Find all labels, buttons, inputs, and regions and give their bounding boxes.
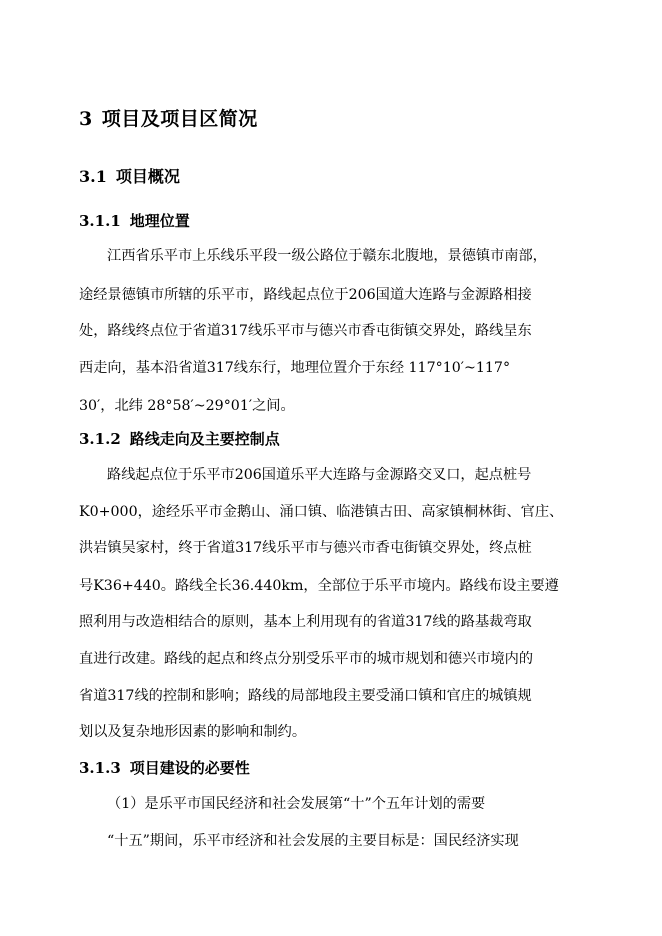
section-heading: [79, 104, 258, 131]
subsection-title: 项目概况: [115, 167, 180, 186]
section-title: 项目及项目区简况: [101, 108, 258, 130]
paragraph-line: 处，路线终点位于省道317线乐平市与德兴市香屯街镇交界处，路线呈东: [79, 323, 532, 339]
subsubsection-heading-3-1-1: [79, 210, 190, 231]
section-number: 3: [79, 108, 93, 130]
paragraph-line: 号K36+440。路线全长36.440km，全部位于乐平市境内。路线布设主要遵: [79, 578, 559, 594]
subsubsection-title: 路线走向及主要控制点: [129, 430, 280, 448]
paragraph-line: 照利用与改造相结合的原则，基本上利用现有的省道317线的路基裁弯取: [79, 614, 532, 630]
subsubsection-number: 3.1.3: [79, 759, 121, 777]
paragraph-line: K0+000，途经乐平市金鹅山、涌口镇、临港镇古田、高家镇桐林街、官庄、: [79, 504, 564, 520]
paragraph-line: “十五”期间，乐平市经济和社会发展的主要目标是：国民经济实现: [107, 833, 519, 849]
paragraph-line: 西走向，基本沿省道317线东行，地理位置介于东经 117°10′~117°: [79, 360, 511, 376]
subsection-heading-3-1: [79, 164, 180, 187]
paragraph-line: 30′，北纬 28°58′~29°01′之间。: [79, 398, 295, 414]
paragraph-line: 路线起点位于乐平市206国道乐平大连路与金源路交叉口，起点桩号: [107, 467, 532, 483]
paragraph-line: （1）是乐平市国民经济和社会发展第“十”个五年计划的需要: [107, 796, 486, 812]
subsubsection-title: 项目建设的必要性: [129, 759, 250, 777]
subsubsection-heading-3-1-3: [79, 757, 250, 778]
subsubsection-title: 地理位置: [129, 212, 190, 230]
subsection-number: 3.1: [79, 167, 107, 186]
paragraph-line: 划以及复杂地形因素的影响和制约。: [79, 724, 307, 740]
paragraph-line: 洪岩镇吴家村，终于省道317线乐平市与德兴市香屯街镇交界处，终点桩: [79, 540, 532, 556]
paragraph-line: 省道317线的控制和影响；路线的局部地段主要受涌口镇和官庄的城镇规: [79, 688, 532, 704]
subsubsection-number: 3.1.1: [79, 212, 121, 230]
subsubsection-number: 3.1.2: [79, 430, 121, 448]
paragraph-line: 直进行改建。路线的起点和终点分别受乐平市的城市规划和德兴市境内的: [79, 651, 534, 667]
subsubsection-heading-3-1-2: [79, 428, 280, 449]
paragraph-line: 途经景德镇市所辖的乐平市，路线起点位于206国道大连路与金源路相接: [79, 287, 532, 303]
paragraph-line: 江西省乐平市上乐线乐平段一级公路位于赣东北腹地，景德镇市南部，: [107, 248, 547, 264]
